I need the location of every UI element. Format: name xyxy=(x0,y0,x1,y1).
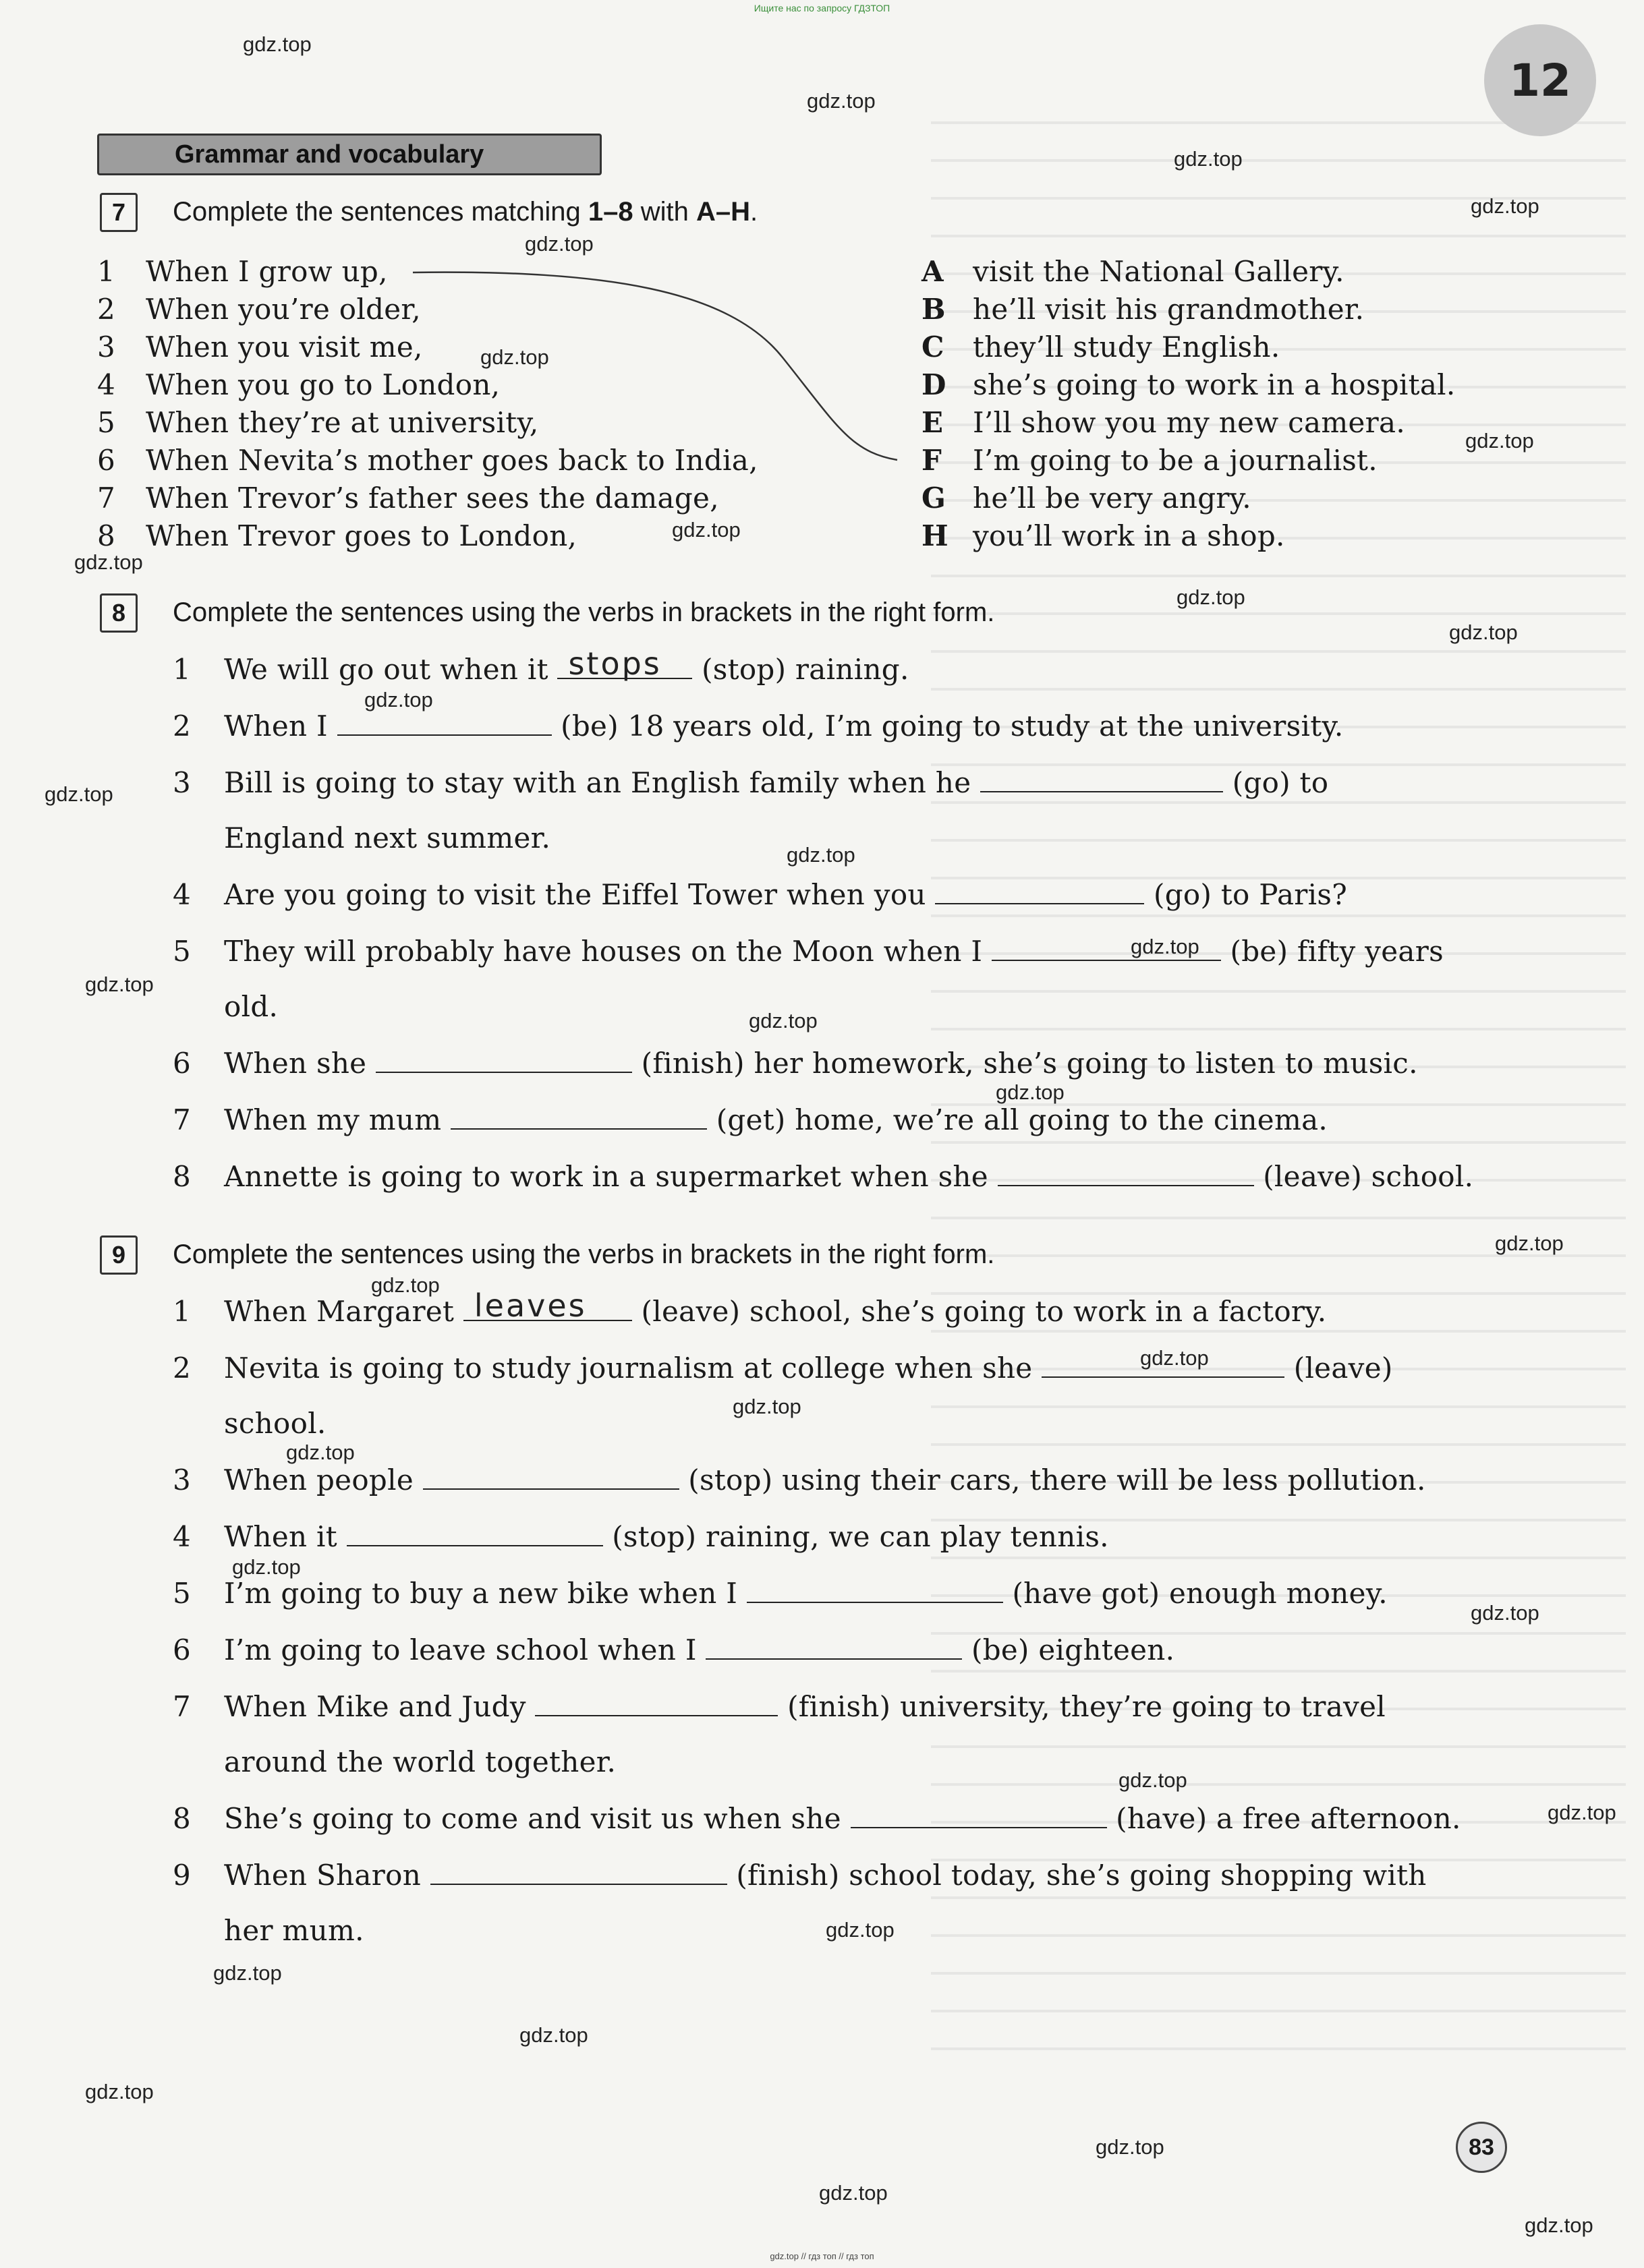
sentence-continuation: around the world together. xyxy=(224,1745,617,1778)
page-number: 83 xyxy=(1456,2122,1507,2173)
answer-blank[interactable] xyxy=(337,713,552,736)
watermark: gdz.top xyxy=(519,2023,588,2047)
answer-blank[interactable] xyxy=(535,1693,778,1716)
matching-stem: When Trevor goes to London, xyxy=(146,519,577,552)
sentence: I’m going to leave school when I (be) eighteen. xyxy=(224,1633,1175,1666)
option-letter: D xyxy=(922,368,946,401)
matching-ending: she’s going to work in a hospital. xyxy=(973,368,1456,401)
matching-ending: you’ll work in a shop. xyxy=(973,519,1285,552)
sentence: They will probably have houses on the Moon when I (be) fifty years xyxy=(224,935,1444,968)
item-number: 8 xyxy=(97,519,115,552)
answer-blank[interactable] xyxy=(430,1862,727,1885)
item-number: 5 xyxy=(97,406,115,439)
watermark: gdz.top xyxy=(74,550,143,574)
sentence: When Sharon (finish) school today, she’s going shopping with xyxy=(224,1859,1427,1892)
watermark: gdz.top xyxy=(826,1918,895,1942)
item-number: 7 xyxy=(97,482,115,515)
answer-blank[interactable] xyxy=(463,1287,632,1324)
watermark: gdz.top xyxy=(1471,194,1539,218)
matching-ending: he’ll be very angry. xyxy=(973,482,1251,515)
watermark: gdz.top xyxy=(45,782,113,806)
sentence: She’s going to come and visit us when she (have) a free afternoon. xyxy=(224,1802,1461,1835)
watermark: gdz.top xyxy=(1096,2135,1164,2159)
item-number: 3 xyxy=(173,766,191,799)
exercise-instruction: Complete the sentences using the verbs in brackets in the right form. xyxy=(173,1240,995,1269)
watermark: gdz.top xyxy=(232,1555,301,1579)
item-number: 8 xyxy=(173,1802,191,1835)
answer-blank[interactable] xyxy=(992,938,1221,961)
exercise-number: 8 xyxy=(100,593,138,633)
item-number: 8 xyxy=(173,1160,191,1193)
watermark: gdz.top xyxy=(371,1273,440,1297)
sentence: When I (be) 18 years old, I’m going to study at the university. xyxy=(224,709,1344,743)
watermark: gdz.top xyxy=(672,518,741,542)
matching-stem: When they’re at university, xyxy=(146,406,539,439)
example-match-line xyxy=(0,0,1644,607)
sentence: When my mum (get) home, we’re all going to the cinema. xyxy=(224,1103,1328,1136)
item-number: 5 xyxy=(173,1577,191,1610)
item-number: 5 xyxy=(173,935,191,968)
answer-blank[interactable] xyxy=(347,1523,603,1546)
option-letter: B xyxy=(922,293,946,326)
answer-blank[interactable] xyxy=(998,1163,1254,1186)
option-letter: C xyxy=(922,330,944,364)
sentence: Are you going to visit the Eiffel Tower when you (go) to Paris? xyxy=(224,878,1348,911)
matching-ending: he’ll visit his grandmother. xyxy=(973,293,1365,326)
item-number: 7 xyxy=(173,1103,191,1136)
item-number: 6 xyxy=(97,444,115,477)
watermark: gdz.top xyxy=(213,1961,282,1985)
answer-blank[interactable] xyxy=(706,1637,962,1660)
watermark: gdz.top xyxy=(1449,620,1518,644)
sentence-continuation: school. xyxy=(224,1407,327,1440)
exercise-instruction: Complete the sentences using the verbs in brackets in the right form. xyxy=(173,598,995,627)
watermark: gdz.top xyxy=(480,345,549,369)
watermark: gdz.top xyxy=(1131,935,1199,958)
answer-blank[interactable] xyxy=(747,1580,1003,1603)
watermark: gdz.top xyxy=(1525,2213,1593,2237)
option-letter: F xyxy=(922,444,942,477)
option-letter: H xyxy=(922,519,948,552)
watermark: gdz.top xyxy=(1140,1346,1209,1370)
item-number: 4 xyxy=(173,878,191,911)
watermark: gdz.top xyxy=(1465,429,1534,453)
unit-number-badge: 12 xyxy=(1484,24,1596,136)
sentence: When Mike and Judy (finish) university, they’re going to travel xyxy=(224,1690,1386,1723)
item-number: 1 xyxy=(173,1295,191,1328)
answer-blank[interactable] xyxy=(1042,1355,1284,1378)
matching-stem: When you’re older, xyxy=(146,293,421,326)
item-number: 3 xyxy=(173,1463,191,1496)
watermark: gdz.top xyxy=(819,2181,888,2205)
sentence: When she (finish) her homework, she’s going to listen to music. xyxy=(224,1047,1418,1080)
sentence: I’m going to buy a new bike when I (have got) enough money. xyxy=(224,1577,1388,1610)
matching-stem: When I grow up, xyxy=(146,255,388,288)
watermark: gdz.top xyxy=(364,688,433,711)
watermark: gdz.top xyxy=(1174,147,1243,171)
answer-blank[interactable] xyxy=(376,1050,632,1073)
sentence: When it (stop) raining, we can play tennis. xyxy=(224,1520,1109,1553)
sentence-continuation: old. xyxy=(224,990,279,1023)
option-letter: G xyxy=(922,482,946,515)
answer-blank[interactable] xyxy=(451,1107,707,1130)
item-number: 2 xyxy=(173,1351,191,1385)
watermark: gdz.top xyxy=(1548,1801,1616,1824)
exercise-number: 7 xyxy=(100,193,138,232)
item-number: 7 xyxy=(173,1690,191,1723)
matching-ending: I’ll show you my new camera. xyxy=(973,406,1405,439)
watermark: gdz.top xyxy=(286,1441,355,1464)
sentence: Nevita is going to study journalism at college when she (leave) xyxy=(224,1351,1393,1385)
watermark: gdz.top xyxy=(85,2080,154,2103)
top-note: Ищите нас по запросу ГДЗТОП xyxy=(754,3,890,13)
sentence: When people (stop) using their cars, there will be less pollution. xyxy=(224,1463,1426,1496)
item-number: 6 xyxy=(173,1047,191,1080)
watermark: gdz.top xyxy=(807,89,876,113)
item-number: 4 xyxy=(173,1520,191,1553)
matching-stem: When you go to London, xyxy=(146,368,501,401)
sentence: We will go out when it stops (stop) raining. xyxy=(224,645,909,686)
watermark: gdz.top xyxy=(1471,1601,1539,1625)
exercise-number: 9 xyxy=(100,1235,138,1275)
watermark: gdz.top xyxy=(1495,1231,1564,1255)
watermark: gdz.top xyxy=(996,1080,1065,1104)
exercise-instruction: Complete the sentences matching 1–8 with A–H. xyxy=(173,197,758,227)
item-number: 3 xyxy=(97,330,115,364)
handwritten-answer: leaves xyxy=(474,1287,587,1324)
bottom-note: gdz.top // гдз топ // гдз топ xyxy=(770,2251,874,2261)
watermark: gdz.top xyxy=(733,1395,801,1418)
handwritten-answer: stops xyxy=(568,645,662,682)
watermark: gdz.top xyxy=(525,232,594,256)
matching-stem: When Trevor’s father sees the damage, xyxy=(146,482,719,515)
item-number: 1 xyxy=(97,255,115,288)
matching-ending: I’m going to be a journalist. xyxy=(973,444,1378,477)
watermark: gdz.top xyxy=(85,972,154,996)
watermark: gdz.top xyxy=(243,32,312,56)
matching-ending: visit the National Gallery. xyxy=(973,255,1344,288)
item-number: 9 xyxy=(173,1859,191,1892)
watermark: gdz.top xyxy=(787,843,855,867)
watermark: gdz.top xyxy=(749,1009,818,1033)
watermark: gdz.top xyxy=(1118,1768,1187,1792)
watermark: gdz.top xyxy=(1177,585,1245,609)
item-number: 6 xyxy=(173,1633,191,1666)
item-number: 2 xyxy=(97,293,115,326)
answer-blank[interactable] xyxy=(851,1805,1107,1828)
answer-blank[interactable] xyxy=(935,881,1144,904)
sentence: Bill is going to stay with an English family when he (go) to xyxy=(224,766,1329,799)
section-title: Grammar and vocabulary xyxy=(97,134,602,175)
option-letter: A xyxy=(922,255,944,288)
answer-blank[interactable] xyxy=(980,769,1223,792)
answer-blank[interactable] xyxy=(423,1467,679,1490)
sentence: When Margaret leaves (leave) school, she’s going to work in a factory. xyxy=(224,1287,1327,1328)
sentence-continuation: England next summer. xyxy=(224,821,551,854)
item-number: 4 xyxy=(97,368,115,401)
item-number: 1 xyxy=(173,653,191,686)
matching-stem: When Nevita’s mother goes back to India, xyxy=(146,444,758,477)
answer-blank[interactable] xyxy=(557,645,692,682)
sentence: Annette is going to work in a supermarket when she (leave) school. xyxy=(224,1160,1474,1193)
item-number: 2 xyxy=(173,709,191,743)
matching-stem: When you visit me, xyxy=(146,330,423,364)
option-letter: E xyxy=(922,406,944,439)
matching-ending: they’ll study English. xyxy=(973,330,1280,364)
sentence-continuation: her mum. xyxy=(224,1914,364,1947)
